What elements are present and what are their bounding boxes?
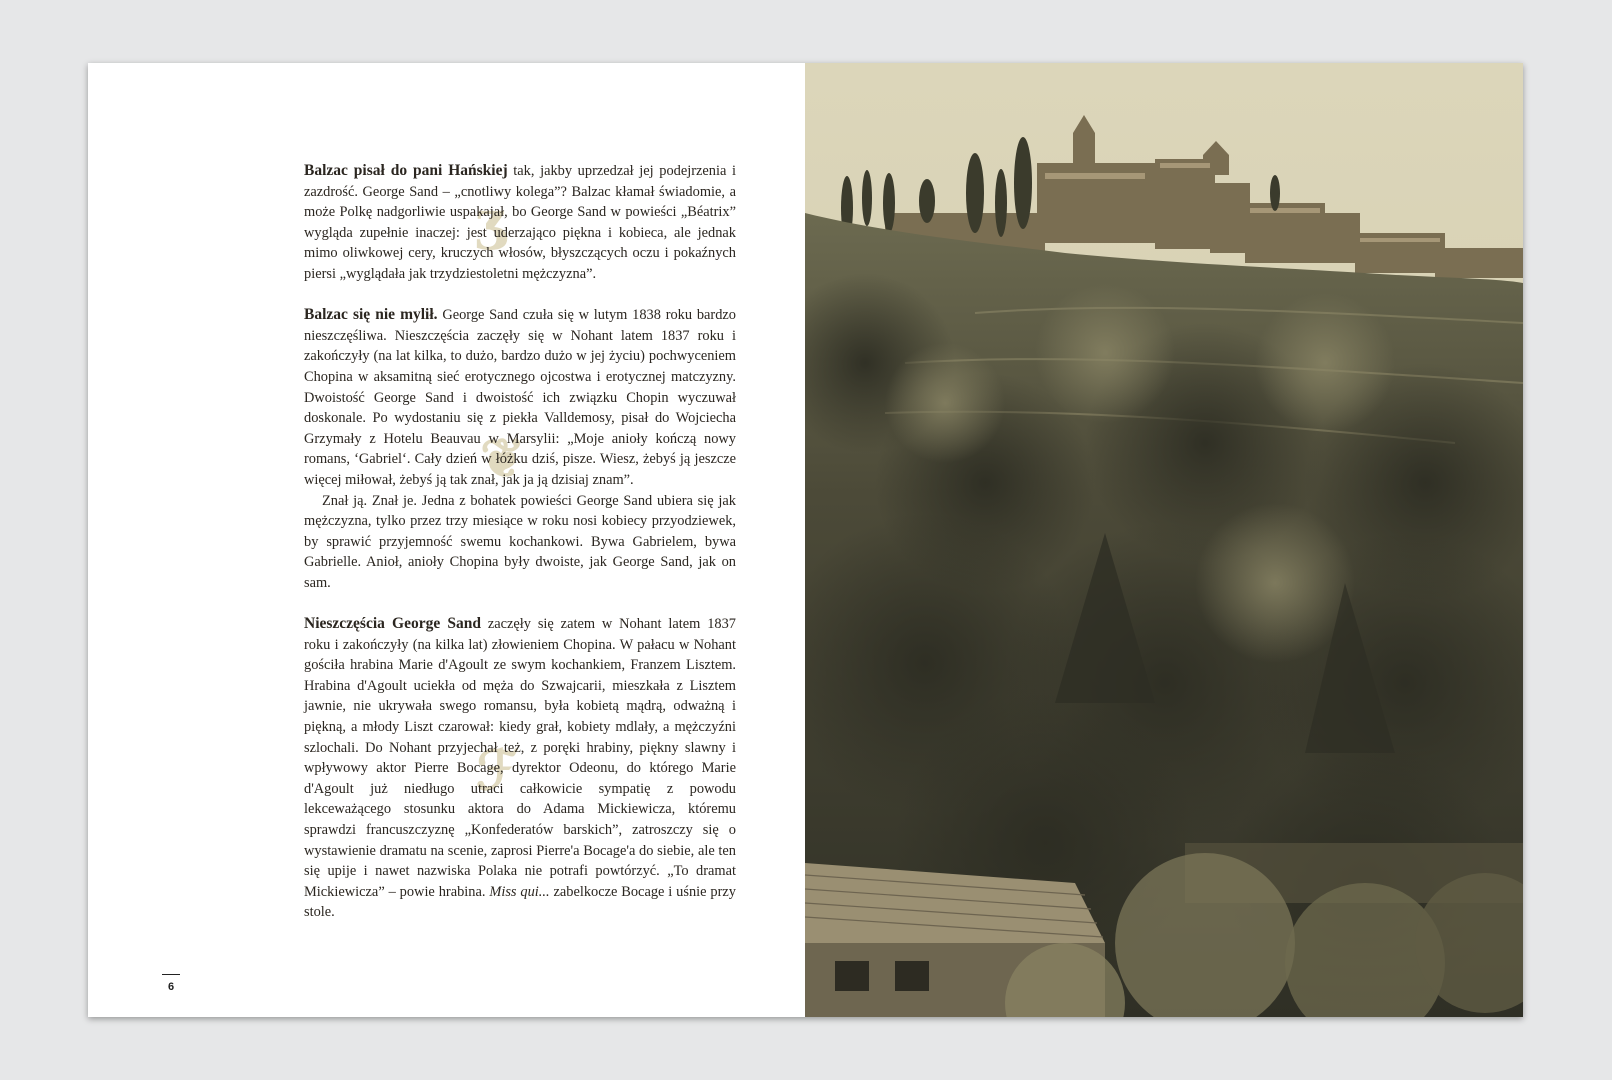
- page-number: 6: [167, 981, 175, 993]
- paragraph-text: tak, jakby uprzedzał jej podejrzenia i zazdrość. George Sand – „cnotliwy kolega”? Balzac kłamał świadomie, a może Polkę nadgorliwie uspakajał, bo George Sand w powieści „Béatrix” wygląda zupełnie inaczej: jest uderzająco piękna i kobieca, ale jednak mimo oliwkowej cery, kruczych włosów, błyszczących oczu i pokaźnych piersi „wyglądała jak trzydziestoletni mężczyzna”.: [304, 163, 736, 282]
- paragraph-3: [304, 491, 736, 594]
- paragraph-text: George Sand czuła się w lutym 1838 roku bardzo nieszczęśliwa. Nieszczęścia zaczęły się w Nohant latem 1837 roku i zakończyły (na lat kilka, to dużo, bardzo dużo w jej życiu) pochwyceniem Chopina w aksamitną sieć erotycznego ojcostwa i erotycznej matczyzny. Dwoistość George Sand i dwoistość ich związku Chopin wyczuwał doskonale. Po wydostaniu się z piekła Valldemosy, pisał do Wojciecha Grzymały z Hotelu Beauvau w Marsylii: „Moje anioły kończą nowy romans, ‘Gabriel‘. Cały dzień w łóżku dziś, pisze. Wiesz, żebyś ją jeszcze więcej miłował, żebyś ją tak znał, jak ja ją dzisiaj znam”.: [304, 307, 736, 488]
- paragraph-lead: Balzac pisał do pani Hańskiej: [304, 162, 508, 179]
- ornament-glyph-3: ℱ: [476, 738, 519, 802]
- paragraph-4: [304, 614, 736, 923]
- ornament-glyph-2: ❦: [480, 426, 526, 490]
- ornament-glyph-1: ʒ: [475, 188, 506, 252]
- paragraph-lead: Nieszczęścia George Sand: [304, 615, 481, 633]
- right-page-photo: [805, 63, 1523, 1017]
- book-spread: [88, 63, 1523, 1017]
- paragraph-text: zaczęły się zatem w Nohant latem 1837 roku i zakończyły (na kilka lat) złowieniem Chopina. W pałacu w Nohant gościła hrabina Marie d'Agoult ze swym kochankiem, Franzem Lisztem. Hrabina d'Agoult uciekła od męża do Szwajcarii, mieszkała z Lisztem jawnie, nie ukrywała swego romansu, była kobietą mądrą, odważną i piękną, a młody Liszt czarował: kiedy grał, kobiety mdlały, a mężczyźni szlochali. Do Nohant przyjechał też, z poręki hrabiny, piękny slawny i wpływowy aktor Pierre Bocage, dyrektor Odeonu, do którego Marie d'Agoult już niedługo utraci całkowicie sympatię z powodu lekceważącego stosunku aktora do Adama Mickiewicza, któremu sprawdzi francuszczyznę „Konfederatów barskich”, zatroszczy się o wystawienie dramatu na scenie, zaprosi Pierre'a Bocage'a do siebie, ale ten się upije i nawet nazwiska Polaka nie potrafi powtórzyć. „To dramat Mickiewicza” – powie hrabina.: [304, 616, 736, 900]
- left-page: [88, 63, 805, 1017]
- italic-phrase: Miss qui...: [489, 883, 550, 900]
- paragraph-1: [304, 161, 736, 285]
- paragraph-text: Znał ją. Znał je. Jedna z bohatek powieści George Sand ubiera się jak mężczyzna, tylko przez trzy miesiące w roku nosi kobiecy przyodziewek, by sprawić przyjemność swemu kochankowi. Bywa Gabrielem, bywa Gabrielle. Anioł, anioły Chopina były dwoiste, jak George Sand, jak on sam.: [304, 492, 736, 591]
- paragraph-2: [304, 305, 736, 490]
- folio-rule: [162, 974, 180, 975]
- hillside-photo: [805, 63, 1523, 1017]
- body-text: [304, 161, 736, 923]
- paragraph-tail: zabelkocze Bocage i uśnie przy stole.: [304, 883, 736, 921]
- paragraph-lead: Balzac się nie mylił.: [304, 306, 438, 324]
